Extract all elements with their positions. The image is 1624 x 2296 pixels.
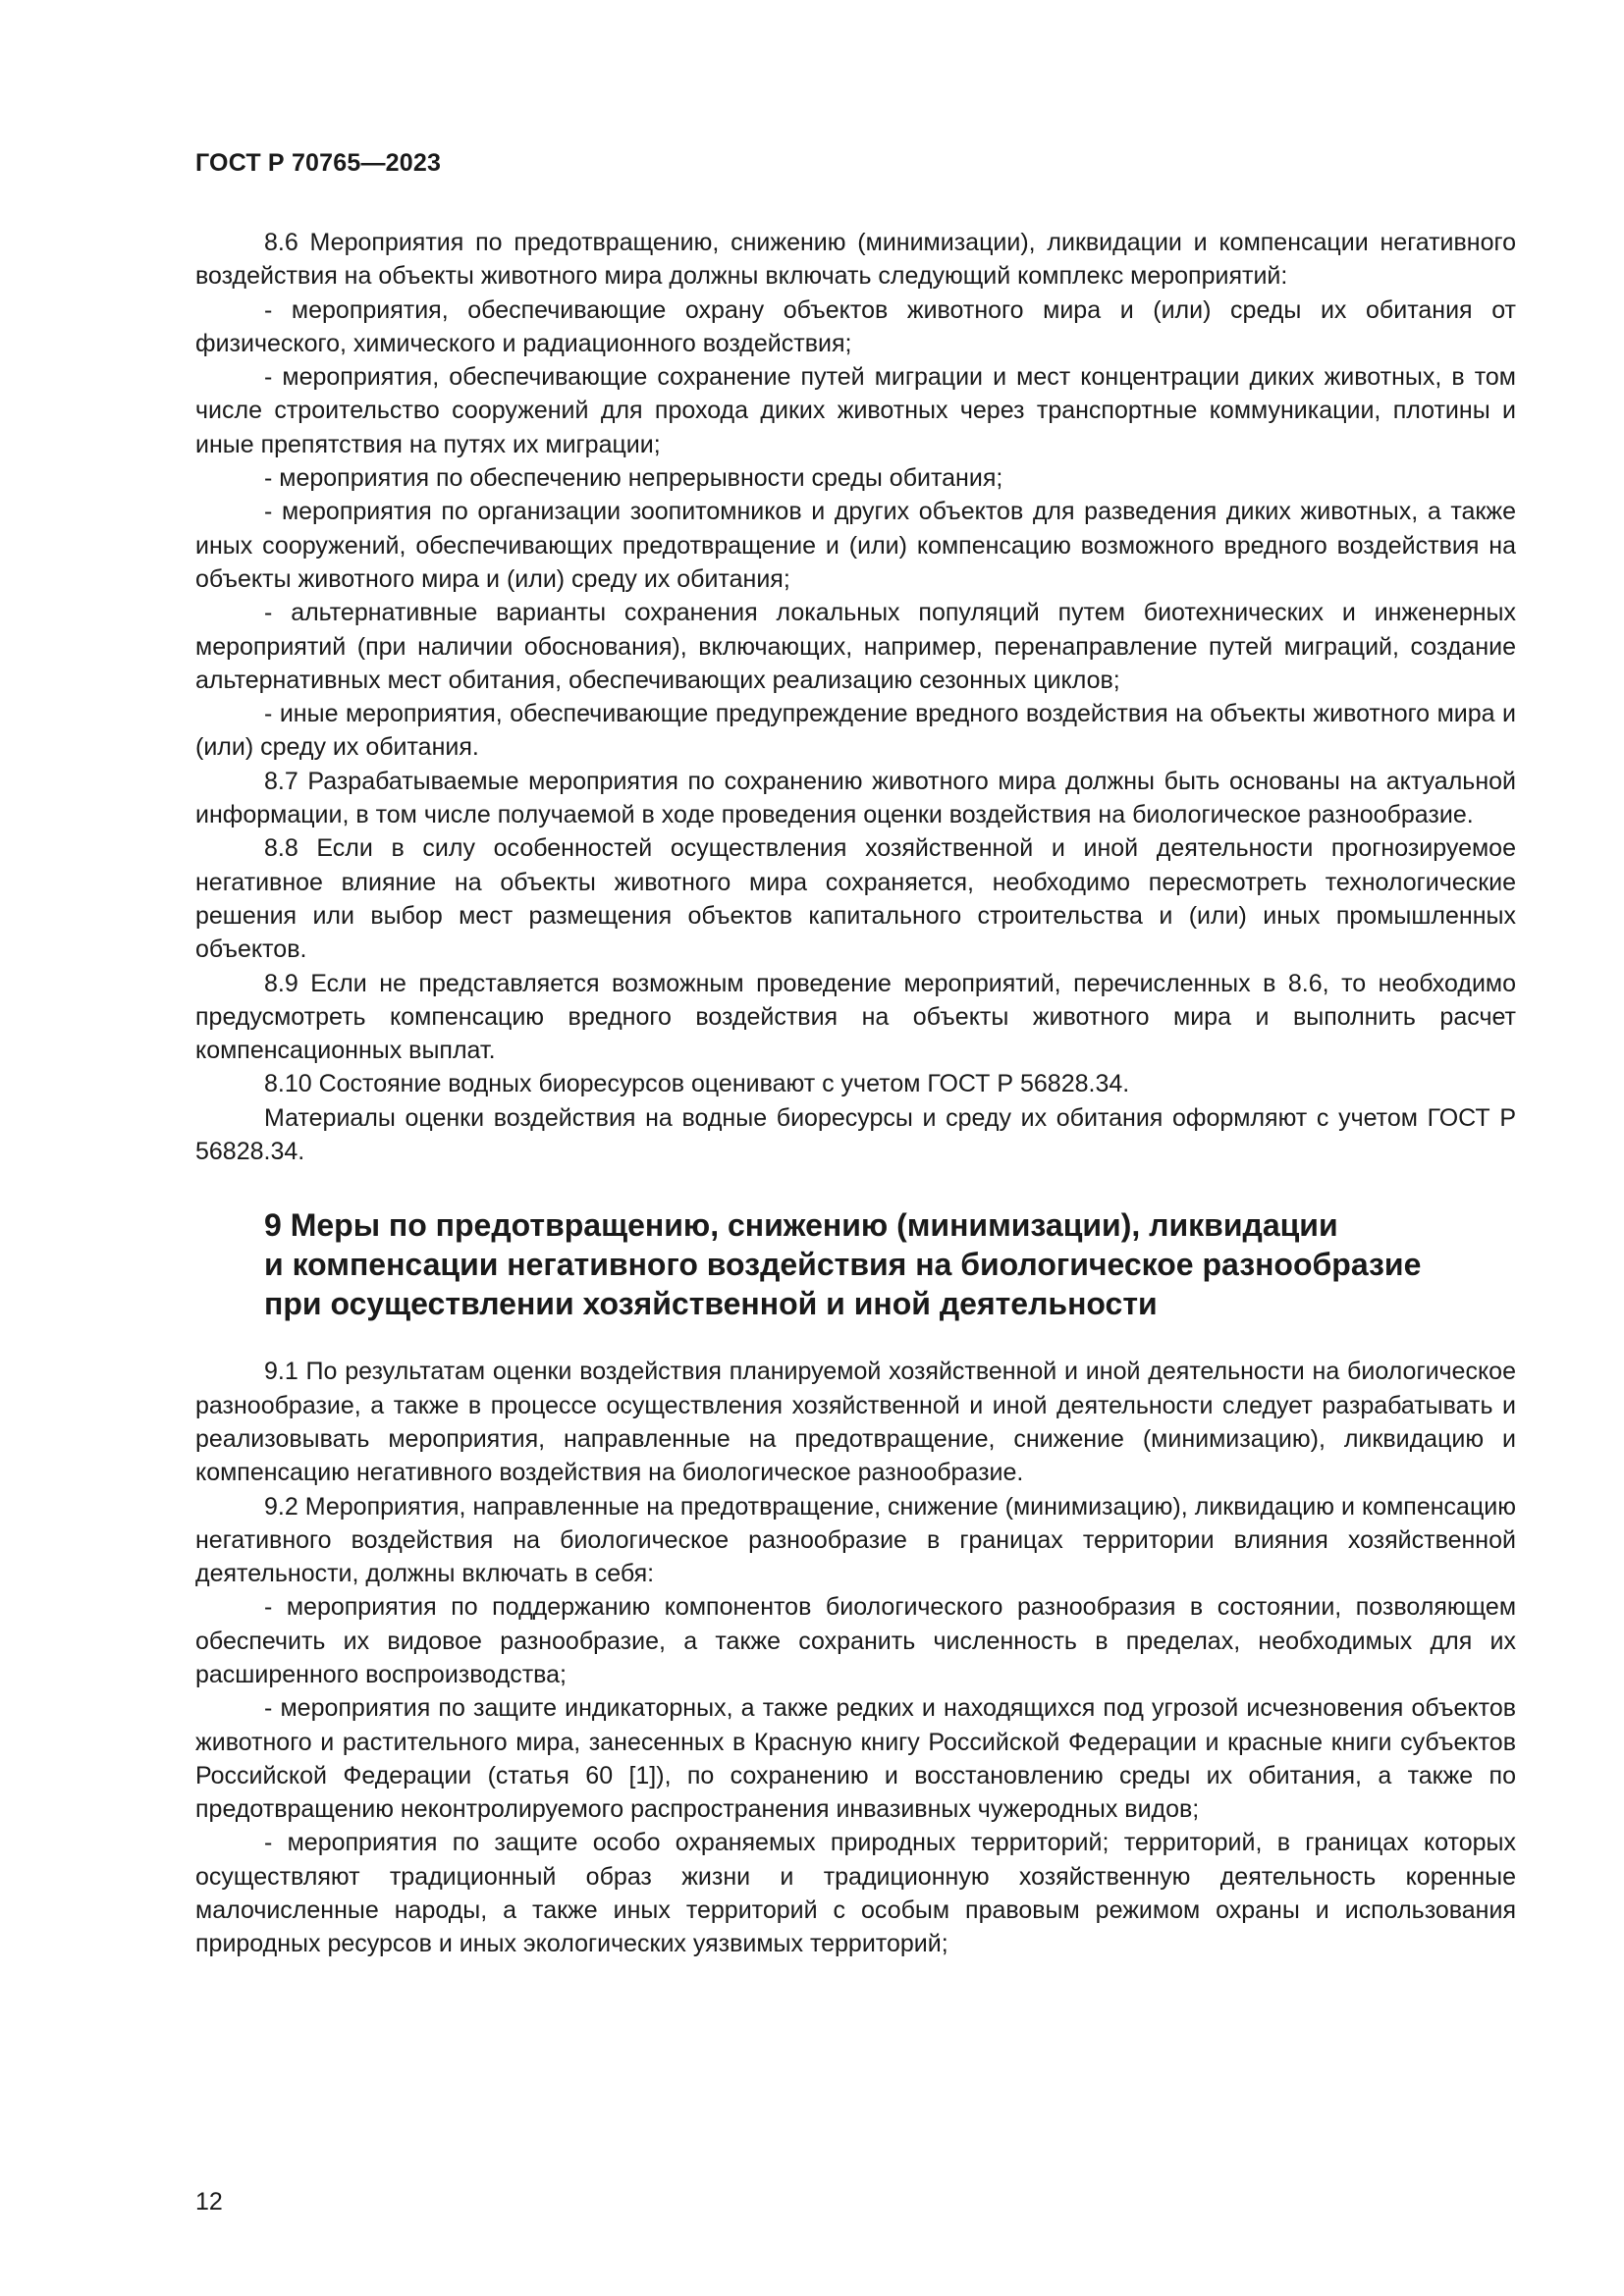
list-item: - альтернативные варианты сохранения локальных популяций путем биотехнических и инженерных мероприятий (при наличии обоснования), включающих, например, перенаправление путей миграций, создание альтернативных мест обитания, обеспечивающих реализацию сезонных циклов; [195, 599, 1516, 694]
list-item: - мероприятия, обеспечивающие охрану объектов животного мира и (или) среды их обитания от физического, химического и радиационного воздействия; [195, 295, 1516, 357]
paragraph-8-9: 8.9 Если не представляется возможным проведение мероприятий, перечисленных в 8.6, то необходимо предусмотреть компенсацию вредного воздействия на объекты животного мира и выполнить расчет компенсационных выплат. [195, 969, 1516, 1065]
paragraph-8-10: 8.10 Состояние водных биоресурсов оценивают с учетом ГОСТ Р 56828.34. [264, 1070, 1130, 1098]
paragraph-8-8: 8.8 Если в силу особенностей осуществления хозяйственной и иной деятельности прогнозируемое негативное влияние на объекты животного мира сохраняется, необходимо пересмотреть технологические решения или выбор мест размещения объектов капитального строительства и (или) иных промышленных объектов. [195, 834, 1516, 964]
paragraph-8-6: 8.6 Мероприятия по предотвращению, снижению (минимизации), ликвидации и компенсации негативного воздействия на объекты животного мира должны включать следующий комплекс мероприятий: [195, 229, 1516, 291]
document-body [195, 226, 1516, 1961]
paragraph-materials: Материалы оценки воздействия на водные биоресурсы и среду их обитания оформляют с учетом ГОСТ Р 56828.34. [195, 1103, 1516, 1166]
list-item: - мероприятия по защите индикаторных, а также редких и находящихся под угрозой исчезновения объектов животного и растительного мира, занесенных в Красную книгу Российской Федерации и красные книги субъектов Российской Федерации (статья 60 [1]), по сохранению и восстановлению среды их обитания, а также по предотвращению неконтролируемого распространения инвазивных чужеродных видов; [195, 1694, 1516, 1824]
list-item: - мероприятия по обеспечению непрерывности среды обитания; [264, 464, 1003, 493]
heading-line: 9 Меры по предотвращению, снижению (минимизации), ликвидации [264, 1207, 1338, 1244]
heading-line: при осуществлении хозяйственной и иной деятельности [264, 1286, 1158, 1322]
paragraph-9-2: 9.2 Мероприятия, направленные на предотвращение, снижение (минимизацию), ликвидацию и компенсацию негативного воздействия на биологическое разнообразие в границах территории влияния хозяйственной деятельности, должны включать в себя: [195, 1492, 1516, 1588]
list-item: - иные мероприятия, обеспечивающие предупреждение вредного воздействия на объекты животного мира и (или) среду их обитания. [195, 700, 1516, 762]
document-header: ГОСТ Р 70765—2023 [195, 149, 442, 177]
paragraph-8-7: 8.7 Разрабатываемые мероприятия по сохранению животного мира должны быть основаны на актуальной информации, в том числе получаемой в ходе проведения оценки воздействия на биологическое разнообразие. [195, 767, 1516, 829]
list-item: - мероприятия по организации зоопитомников и других объектов для разведения диких животных, а также иных сооружений, обеспечивающих предотвращение и (или) компенсацию возможного вредного воздействия на объекты животного мира и (или) среду их обитания; [195, 498, 1516, 593]
list-item: - мероприятия, обеспечивающие сохранение путей миграции и мест концентрации диких животных, в том числе строительство сооружений для прохода диких животных через транспортные коммуникации, плотины и иные препятствия на путях их миграции; [195, 363, 1516, 458]
list-item: - мероприятия по защите особо охраняемых природных территорий; территорий, в границах которых осуществляют традиционный образ жизни и традиционную хозяйственную деятельность коренные малочисленные народы, а также иных территорий с особым правовым режимом охраны и использования природных ресурсов и иных экологических уязвимых территорий; [195, 1829, 1516, 1958]
page-number: 12 [195, 2188, 223, 2216]
heading-line: и компенсации негативного воздействия на биологическое разнообразие [264, 1247, 1422, 1283]
section-9-heading [264, 1205, 1516, 1323]
list-item: - мероприятия по поддержанию компонентов биологического разнообразия в состоянии, позволяющем обеспечить их видовое разнообразие, а также сохранить численность в пределах, необходимых для их расширенного воспроизводства; [195, 1593, 1516, 1688]
paragraph-9-1: 9.1 По результатам оценки воздействия планируемой хозяйственной и иной деятельности на биологическое разнообразие, а также в процессе осуществления хозяйственной и иной деятельности следует разрабатывать и реализовывать мероприятия, направленные на предотвращение, снижение (минимизацию), ликвидацию и компенсацию негативного воздействия на биологическое разнообразие. [195, 1358, 1516, 1487]
